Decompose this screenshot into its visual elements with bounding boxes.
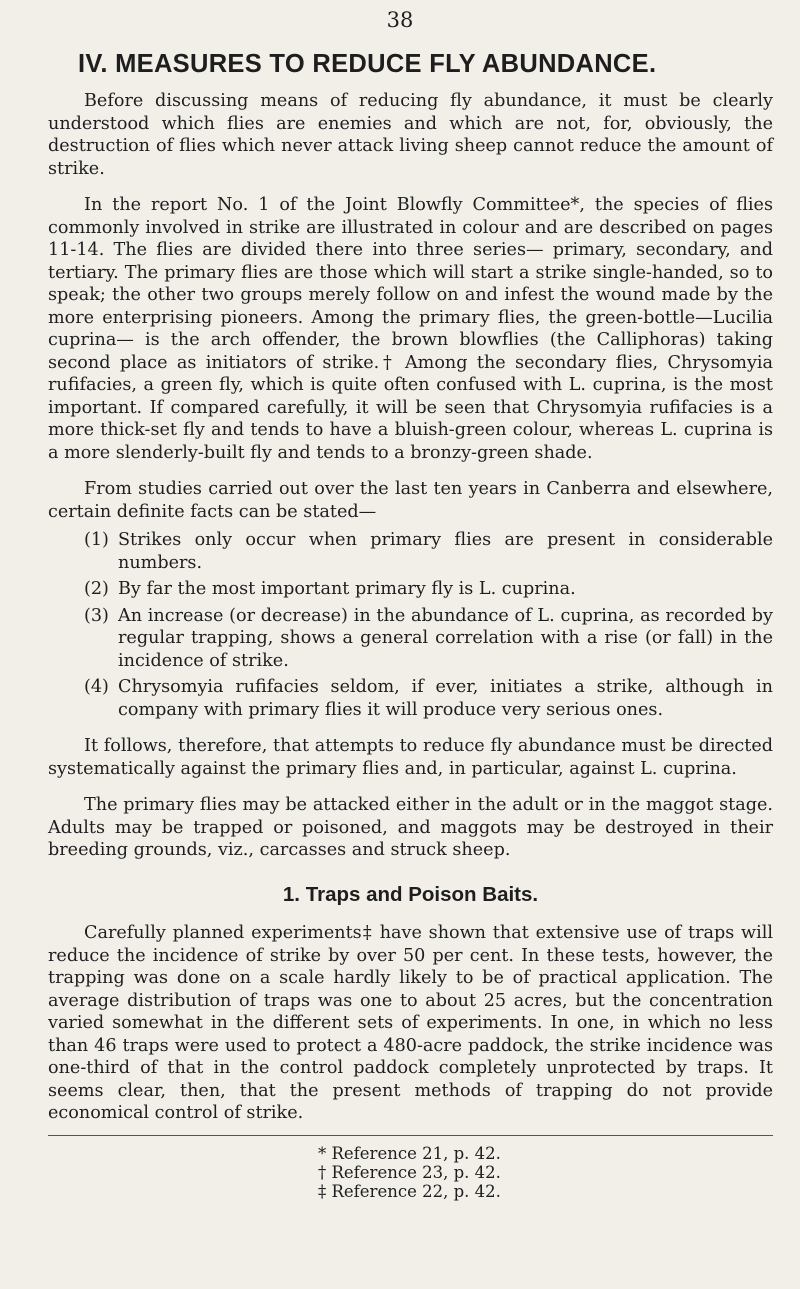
fact-text: An increase (or decrease) in the abundance of L. cuprina, as recorded by regular trapping, shows a general correlation with a rise (or fall) in the incidence of strike.	[118, 605, 773, 671]
body-text	[48, 90, 773, 1201]
fact-number: (3)	[84, 605, 109, 626]
paragraph: Carefully planned experiments‡ have shown that extensive use of traps will reduce the incidence of strike by over 50 per cent. In these tests, however, the trapping was done on a scale hardly likely to be of practical application. The average distribution of traps was one to about 25 acres, but the concentration varied somewhat in the different sets of experiments. In one, in which no less than 46 traps were used to protect a 480-acre paddock, the strike incidence was one-third of that in the control paddock completely unprotected by traps. It seems clear, then, that the present methods of trapping do not provide economical control of strike.	[48, 923, 773, 1123]
fact-item	[48, 676, 773, 721]
footnote: * Reference 21, p. 42.	[318, 1143, 501, 1163]
footnotes	[48, 1144, 773, 1201]
fact-item	[48, 605, 773, 673]
footnote: † Reference 23, p. 42.	[318, 1162, 501, 1182]
paragraph: The primary flies may be attacked either in the adult or in the maggot stage. Adults may be trapped or poisoned, and maggots may be destroyed in their breeding grounds, viz., carcasses and struck sheep.	[48, 795, 773, 860]
footnote-divider	[48, 1135, 773, 1136]
fact-text: Strikes only occur when primary flies are present in considerable numbers.	[118, 530, 773, 573]
page-number: 38	[386, 8, 414, 32]
fact-number: (1)	[84, 530, 109, 550]
fact-number: (4)	[84, 677, 109, 697]
intro-paragraph: From studies carried out over the last ten years in Canberra and elsewhere, certain definite facts can be stated—	[48, 479, 773, 522]
fact-item	[48, 529, 773, 574]
subsection-heading: 1. Traps and Poison Baits.	[282, 882, 539, 906]
fact-text: By far the most important primary fly is L. cuprina.	[118, 579, 576, 599]
fact-text: Chrysomyia rufifacies seldom, if ever, initiates a strike, although in company with primary flies it will produce very serious ones.	[118, 677, 773, 720]
fact-item	[48, 578, 773, 601]
section-heading: IV. MEASURES TO REDUCE FLY ABUNDANCE.	[78, 50, 657, 78]
fact-number: (2)	[84, 579, 109, 599]
intro-paragraph: Before discussing means of reducing fly abundance, it must be clearly understood which flies are enemies and which are not, for, obviously, the destruction of flies which never attack living sheep cannot reduce the amount of strike.	[48, 91, 773, 179]
footnote: ‡ Reference 22, p. 42.	[318, 1181, 501, 1201]
intro-paragraph: In the report No. 1 of the Joint Blowfly Committee*, the species of flies commonly involved in strike are illustrated in colour and are described on pages 11-14. The flies are divided there into three series— primary, secondary, and tertiary. The primary flies are those which will start a strike single-handed, so to speak; the other two groups merely follow on and infest the wound made by the more enterprising pioneers. Among the primary flies, the green-bottle—Lucilia cuprina— is the arch offender, the brown blowflies (the Calliphoras) taking second place as initiators of strike.† Among the secondary flies, Chrysomyia rufifacies, a green fly, which is quite often confused with L. cuprina, is the most important. If compared carefully, it will be seen that Chrysomyia rufifacies is a more thick-set fly and tends to have a bluish-green colour, whereas L. cuprina is a more slenderly-built fly and tends to a bronzy-green shade.	[48, 195, 773, 463]
facts-list	[48, 529, 773, 721]
paragraph: It follows, therefore, that attempts to reduce fly abundance must be directed systematically against the primary flies and, in particular, against L. cuprina.	[48, 736, 773, 779]
